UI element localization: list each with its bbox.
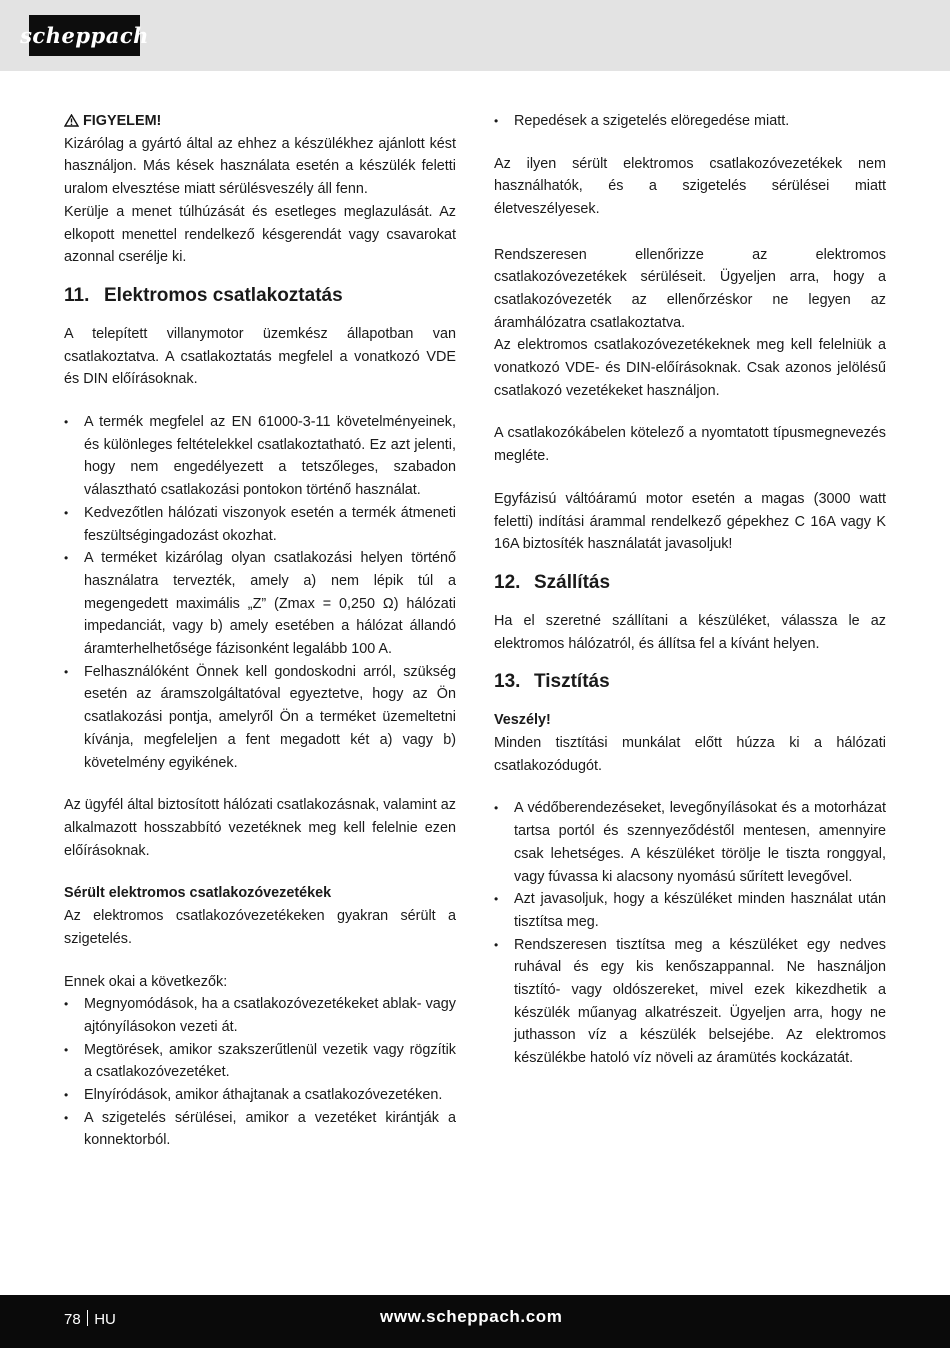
warning-title: FIGYELEM! bbox=[83, 113, 162, 129]
section-11-title: Elektromos csatlakoztatás bbox=[104, 284, 343, 306]
section-11-number: 11. bbox=[64, 284, 90, 306]
list-item: • Felhasználóként Önnek kell gondoskodni arról, szükség esetén az áramszolgáltatóval egyeztetve, hogy az Ön csatlakozási pontja, amelyről Ön a terméket üzemeltetni kívánja, megfeleljen a fent megadott két a) vagy b) követelmény egyikének. bbox=[64, 661, 456, 775]
left-column bbox=[64, 110, 456, 1152]
brand-logo bbox=[20, 15, 149, 56]
section-13-heading bbox=[494, 669, 886, 695]
list-item: • A védőberendezéseket, levegőnyílásokat és a motorházat tartsa portól és szennyeződéstől mentesen, amennyire csak lehetséges. A készüléket törölje le tiszta ronggyal, vagy fúvassa ki alacsony nyomású sűrített levegővel. bbox=[494, 797, 886, 888]
sub-item-a: a) nem lépik túl a megengedett maximális „Z” (Zmax = 0,250 Ω) hálózati impedanciát, vagy bbox=[84, 572, 456, 635]
logo-text: scheppach bbox=[20, 23, 149, 48]
warning-triangle-icon bbox=[64, 114, 79, 127]
list-item: • Elnyíródások, amikor áthajtanak a csatlakozóvezetéken. bbox=[64, 1084, 456, 1107]
paragraph: Egyfázisú váltóáramú motor esetén a magas (3000 watt feletti) indítási árammal rendelkező gépekhez C 16A vagy K 16A biztosíték használatát javasoljuk! bbox=[494, 490, 886, 553]
section-12-title: Szállítás bbox=[534, 571, 611, 593]
page-footer bbox=[0, 1295, 950, 1348]
list-item-text: A terméket kizárólag olyan csatlakozási helyen történő használatra tervezték, amely bbox=[84, 550, 456, 589]
danger-title: Veszély! bbox=[494, 712, 551, 729]
section-12-heading bbox=[494, 570, 886, 596]
list-item: • A termék megfelel az EN 61000-3-11 követelményeinek, és különleges feltételekkel csatlakoztatható. Ez azt jelenti, hogy nem engedélyezett a tetszőleges, szabadon választható csatlakozási pontokon történő használat. bbox=[64, 411, 456, 502]
website-link[interactable]: www.scheppach.com bbox=[380, 1307, 563, 1326]
cleaning-bullets bbox=[494, 797, 886, 1069]
paragraph: A csatlakozókábelen kötelező a nyomtatott típusmegnevezés megléte. bbox=[494, 425, 886, 465]
warning-text: Kizárólag a gyártó által az ehhez a készülékhez ajánlott kést használjon. Más kések használata esetén a készülék feletti uralom elvesztése miatt sérülésveszély áll fenn. bbox=[64, 135, 456, 198]
paragraph: Rendszeresen ellenőrizze az elektromos csatlakozóvezetékek sérüléseit. Ügyeljen arra, hogy a csatlakozóvezeték az ellenőrzéskor ne legyen az áramhálózatra csatlakoztatva. bbox=[494, 246, 886, 331]
warning-text-2: Kerülje a menet túlhúzását és esetleges meglazulását. Az elkopott menettel rendelkező késgerendát vagy csavarokat azonnal cserélje ki. bbox=[64, 203, 456, 266]
paragraph: Az elektromos csatlakozóvezetékeknek meg kell felelniük a vonatkozó VDE- és DIN-előírásoknak. Csak azonos jelölésű csatlakozó vezetékeket használjon. bbox=[494, 337, 886, 399]
causes-list-continued bbox=[494, 110, 886, 133]
warning-heading bbox=[64, 110, 456, 133]
language-code: HU bbox=[94, 1311, 116, 1328]
causes-intro: Ennek okai a következők: bbox=[64, 973, 228, 990]
sub-item-b: b) amely esetében a hálózat állandó áramterhelhetősége fázisonként legalább 100 A. bbox=[84, 618, 456, 658]
list-item: • Kedvezőtlen hálózati viszonyok esetén a termék átmeneti feszültségingadozást okozhat. bbox=[64, 502, 456, 547]
section-12-number: 12. bbox=[494, 571, 521, 593]
list-item: • Megnyomódások, ha a csatlakozóvezetékeket ablak- vagy ajtónyílásokon vezeti át. bbox=[64, 993, 456, 1038]
connection-bullets bbox=[64, 411, 456, 774]
right-column bbox=[494, 110, 886, 1070]
list-item bbox=[64, 547, 456, 661]
divider bbox=[87, 1310, 89, 1326]
list-item: • Rendszeresen tisztítsa meg a készüléket egy nedves ruhával és egy kis kenőszappannal. Ne használjon tisztító- vagy oldószereket, mivel ezek kikezdhetik a készülék műanyag alkatrészeit. Ügyeljen arra, hogy ne juthasson víz a készülék belsejébe. Az elektromos készülékbe hatoló víz növeli az áramütés kockázatát. bbox=[494, 934, 886, 1070]
section-13-title: Tisztítás bbox=[534, 671, 610, 693]
paragraph: Az ilyen sérült elektromos csatlakozóvezetékek nem használhatók, és a szigetelés sérülései miatt életveszélyesek. bbox=[494, 155, 886, 218]
damaged-cables-title: Sérült elektromos csatlakozóvezetékek bbox=[64, 885, 332, 902]
section-12-text: Ha el szeretné szállítani a készüléket, válassza le az elektromos hálózatról, és állítsa fel a kívánt helyen. bbox=[494, 612, 886, 652]
page-number: 78 bbox=[64, 1311, 81, 1328]
list-item: • Megtörések, amikor szakszerűtlenül vezetik vagy rögzítik a csatlakozóvezetéket. bbox=[64, 1039, 456, 1084]
damaged-cables-text: Az elektromos csatlakozóvezetékeken gyakran sérült a szigetelés. bbox=[64, 908, 456, 947]
section-13-number: 13. bbox=[494, 671, 521, 693]
danger-text: Minden tisztítási munkálat előtt húzza ki a hálózati csatlakozódugót. bbox=[494, 735, 886, 774]
list-item: • Azt javasoljuk, hogy a készüléket minden használat után tisztítsa meg. bbox=[494, 888, 886, 933]
section-11-intro: A telepített villanymotor üzemkész állapotban van csatlakoztatva. A csatlakoztatás megfelel a vonatkozó VDE és DIN előírásoknak. bbox=[64, 325, 456, 388]
list-item: • Repedések a szigetelés elöregedése miatt. bbox=[494, 110, 886, 133]
page-header bbox=[0, 0, 950, 71]
customer-text: Az ügyfél által biztosított hálózati csatlakozásnak, valamint az alkalmazott hosszabbító vezetéknek meg kell felelnie ezen előírásoknak. bbox=[64, 797, 456, 859]
page-number-block bbox=[64, 1310, 116, 1328]
causes-list bbox=[64, 993, 456, 1152]
section-11-heading bbox=[64, 283, 456, 309]
list-item: • A szigetelés sérülései, amikor a vezetéket kirántják a konnektorból. bbox=[64, 1107, 456, 1152]
